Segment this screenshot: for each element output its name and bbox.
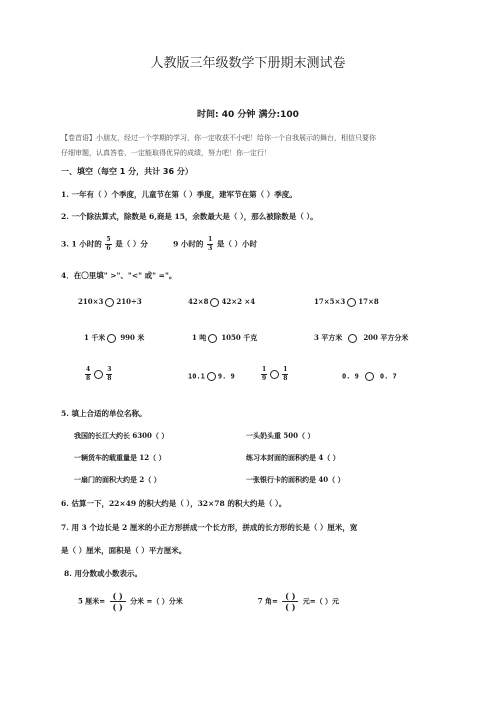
compare-circle bbox=[94, 370, 103, 379]
q8-row: 5 厘米= $\frac{( )}{( )}$ 分米 =（ ）分米 7 角= $\frac{( )}{( )}$ 元=（ ）元 bbox=[78, 591, 340, 612]
compare-circle bbox=[348, 334, 357, 343]
compare-item: 1 吨 1050 千克 bbox=[192, 333, 258, 342]
q3-part-a: 3. 1 小时的 bbox=[61, 239, 102, 249]
compare-item: 1 千米 990 米 bbox=[84, 333, 145, 342]
fraction: $\frac{1}{3}$ bbox=[208, 236, 213, 252]
compare-circle bbox=[210, 298, 219, 307]
compare-item: 0. 9 0. 7 bbox=[342, 372, 397, 381]
compare-circle bbox=[207, 372, 216, 381]
intro-line-1: 【卷首语】小朋友，经过一个学期的学习，你一定收获不小吧！给你一个自我展示的舞台，相信只要你 bbox=[61, 134, 376, 142]
question-8: 8. 用分数或小数表示。 bbox=[64, 569, 142, 578]
compare-item: 210×3 210÷3 bbox=[78, 297, 142, 306]
fraction-blank: $\frac{( )}{( )}$ bbox=[110, 591, 126, 612]
fraction-blank: $\frac{( )}{( )}$ bbox=[282, 591, 298, 612]
compare-circle bbox=[347, 298, 356, 307]
q3-part-b: 是（ ）分 bbox=[115, 239, 148, 249]
compare-circle bbox=[107, 334, 116, 343]
section-title: 一、填空（每空 1 分，共计 36 分） bbox=[61, 167, 193, 176]
fraction: $\frac{1}{9}$ bbox=[262, 366, 267, 382]
compare-circle bbox=[208, 334, 217, 343]
compare-item: 3 平方米 200 平方分米 bbox=[314, 333, 409, 342]
compare-circle bbox=[105, 298, 114, 307]
q3-part-d: 是（ ）小时 bbox=[216, 239, 257, 249]
question-2: 2. 一个除法算式，除数是 6,商是 15，余数最大是（ ），那么被除数是（ ）。 bbox=[61, 212, 318, 221]
unit-item: 一扇门的面积大约是 2（ ） bbox=[74, 475, 161, 484]
fraction: $\frac{3}{8}$ bbox=[107, 366, 112, 382]
fraction: $\frac{5}{6}$ bbox=[106, 236, 111, 252]
question-6: 6. 估算一下，22×49 的积大约是（ ），32×78 的积大约是（ ）。 bbox=[61, 499, 287, 508]
unit-item: 练习本封面的面积约是 4（ ） bbox=[246, 453, 340, 462]
question-1: 1. 一年有（ ）个季度，儿童节在第（ ）季度，建军节在第（ ）季度。 bbox=[61, 190, 297, 199]
intro-line-2: 仔细审题，认真答卷，一定能取得优异的成绩，努力吧！你一定行！ bbox=[61, 149, 271, 157]
unit-item: 我国的长江大约长 6300（ ） bbox=[74, 431, 169, 440]
fraction: $\frac{1}{8}$ bbox=[283, 366, 288, 382]
compare-item: 10.1 9. 9 bbox=[188, 372, 235, 381]
compare-item: 42×8 42×2 ×4 bbox=[188, 297, 256, 306]
question-7-line-1: 7. 用 3 个边长是 2 厘米的小正方形拼成一个长方形，拼成的长方形的长是（ ）厘米，宽 bbox=[61, 523, 358, 532]
q3-part-c: 9 小时的 bbox=[173, 239, 204, 249]
fraction: $\frac{4}{8}$ bbox=[86, 366, 91, 382]
compare-item: 17×5×3 17×8 bbox=[314, 297, 379, 306]
unit-item: 一张银行卡的面积约是 40（ ） bbox=[246, 475, 345, 484]
question-7-line-2: 是（ ）厘米，面积是（ ）平方厘米。 bbox=[61, 546, 187, 555]
question-4: 4．在〇里填" >"、"<" 或" ="。 bbox=[61, 271, 177, 280]
page-title: 人教版三年级数学下册期末测试卷 bbox=[150, 56, 346, 71]
compare-item bbox=[260, 366, 289, 383]
question-5: 5. 填上合适的单位名称。 bbox=[61, 409, 147, 418]
compare-circle bbox=[365, 372, 374, 381]
compare-circle bbox=[270, 370, 279, 379]
unit-item: 一辆货车的载重量是 12（ ） bbox=[74, 453, 166, 462]
exam-meta: 时间: 40 分钟 满分:100 bbox=[197, 110, 299, 120]
compare-item bbox=[84, 366, 113, 383]
question-3 bbox=[61, 236, 257, 253]
unit-item: 一头奶头重 500（ ） bbox=[246, 431, 315, 440]
